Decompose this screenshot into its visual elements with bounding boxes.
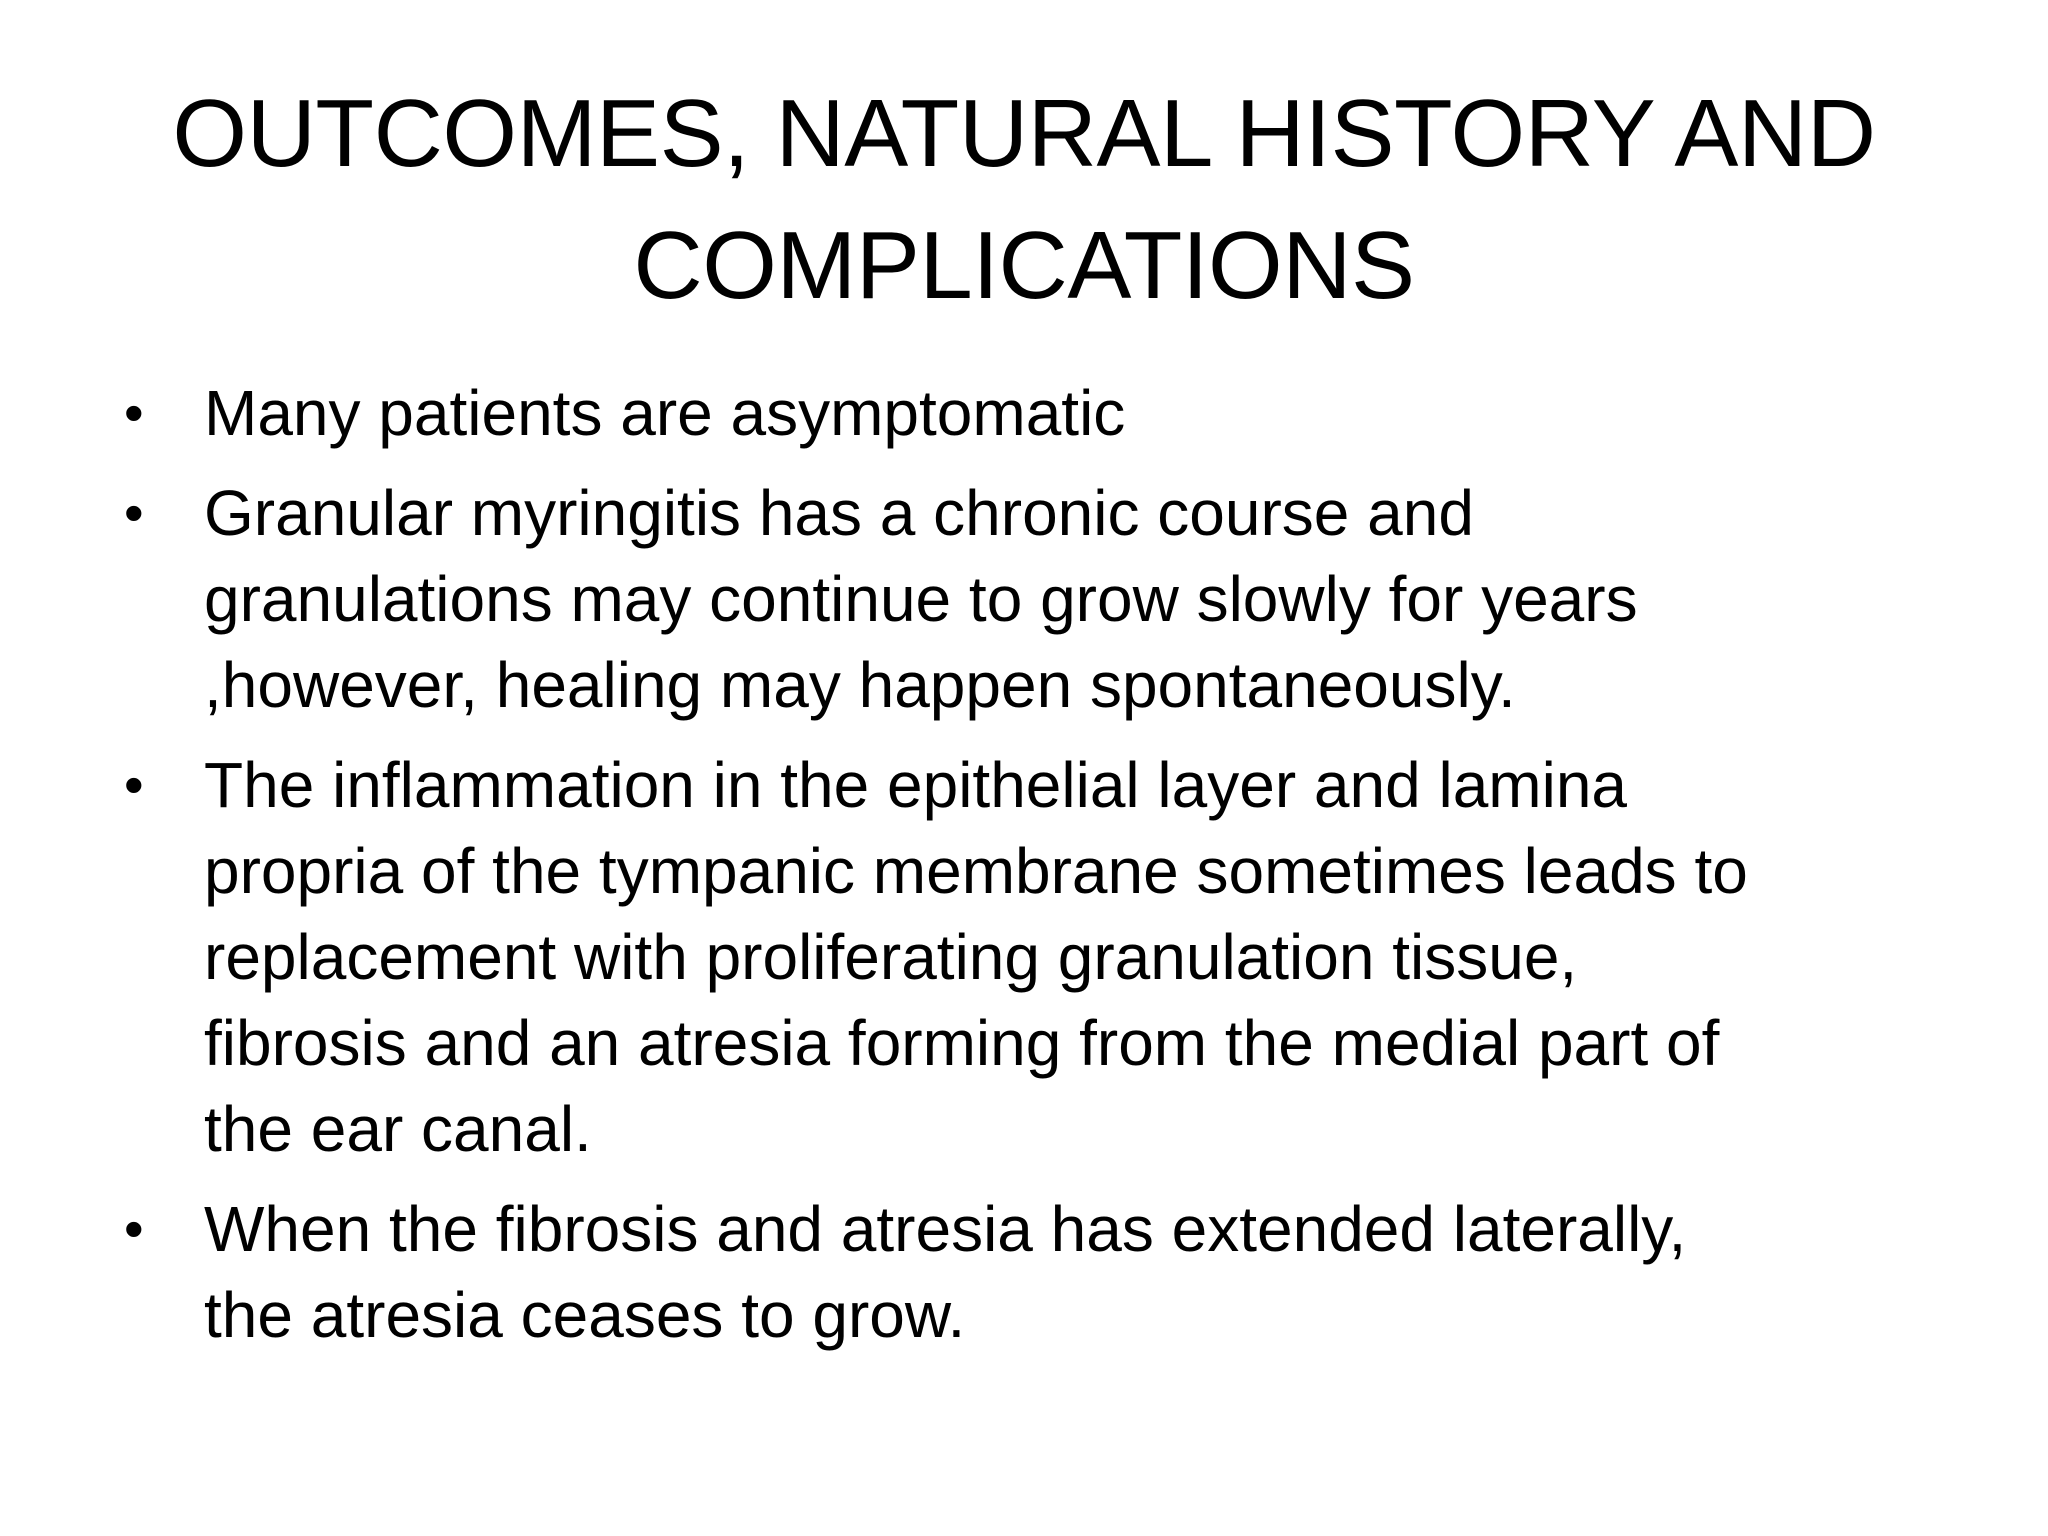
bullet-text-line: propria of the tympanic membrane sometimes leads to <box>204 835 1748 907</box>
bullet-text-line: the atresia ceases to grow. <box>204 1279 966 1351</box>
bullet-text-line: replacement with proliferating granulation tissue, <box>204 921 1578 993</box>
title-line-1: OUTCOMES, NATURAL HISTORY AND <box>172 80 1876 187</box>
bullet-text-line: granulations may continue to grow slowly for years <box>204 563 1638 635</box>
bullet-text-line: Granular myringitis has a chronic course and <box>204 477 1474 549</box>
bullet-text-line: fibrosis and an atresia forming from the medial part of <box>204 1007 1720 1079</box>
slide-title <box>100 68 1948 332</box>
bullet-text-line: the ear canal. <box>204 1093 592 1165</box>
bullet-text-line: Many patients are asymptomatic <box>204 377 1126 449</box>
bullet-text-line: When the fibrosis and atresia has extended laterally, <box>204 1193 1687 1265</box>
bullet-icon: • <box>124 1197 144 1260</box>
bullet-item <box>120 1186 1960 1358</box>
bullet-icon: • <box>124 753 144 816</box>
bullet-icon: • <box>124 381 144 444</box>
bullet-list <box>120 370 1960 1372</box>
bullet-text-line: ,however, healing may happen spontaneously. <box>204 649 1516 721</box>
bullet-item <box>120 470 1960 728</box>
bullet-text-line: The inflammation in the epithelial layer and lamina <box>204 749 1627 821</box>
title-line-2: COMPLICATIONS <box>633 212 1415 319</box>
bullet-icon: • <box>124 481 144 544</box>
bullet-item <box>120 742 1960 1172</box>
bullet-item <box>120 370 1960 456</box>
